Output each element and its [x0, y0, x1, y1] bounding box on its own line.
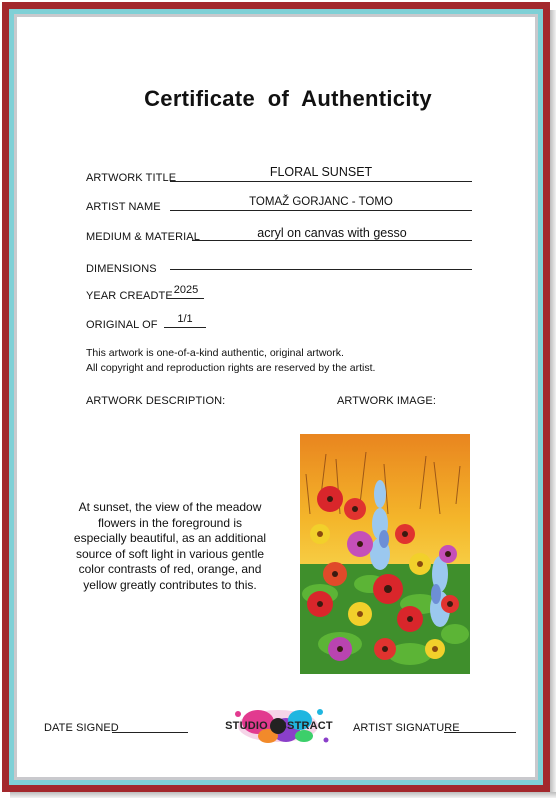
dimensions-label: DIMENSIONS — [86, 263, 157, 275]
artwork-image — [300, 434, 470, 674]
authenticity-notice — [86, 346, 416, 376]
year-line — [168, 298, 204, 299]
floral-painting-illustration — [300, 434, 470, 674]
year-value: 2025 — [173, 284, 199, 296]
artwork-title-line — [170, 181, 472, 182]
artwork-description-text: At sunset, the view of the meadow flowers in the foreground is especially beautiful, as an additional source of soft light in various gentle color contrasts of red, orange, and yellow greatly contributes to this. — [73, 500, 267, 592]
artist-name-value: TOMAŽ GORJANC - TOMO — [249, 196, 393, 208]
logo-text: STUDIO ABSTRACT — [225, 720, 333, 732]
artwork-title-value: FLORAL SUNSET — [269, 165, 373, 179]
frame-shadow-right — [550, 10, 556, 796]
dimensions-line — [170, 269, 472, 270]
frame-shadow-bottom — [10, 792, 556, 798]
artist-signature-line — [444, 732, 516, 733]
original-of-label: ORIGINAL OF — [86, 319, 158, 331]
certificate-title: Certificate of Authenticity — [144, 86, 432, 111]
artist-name-line — [170, 210, 472, 211]
artwork-title-label: ARTWORK TITLE — [86, 172, 177, 184]
artwork-image-label: ARTWORK IMAGE: — [337, 395, 436, 407]
original-of-value: 1/1 — [177, 313, 193, 325]
artist-name-label: ARTIST NAME — [86, 201, 161, 213]
original-of-line — [164, 327, 206, 328]
studio-abstract-logo — [208, 702, 350, 752]
date-signed-label: DATE SIGNED — [44, 722, 119, 734]
date-signed-line — [112, 732, 188, 733]
medium-label: MEDIUM & MATERIAL — [86, 231, 200, 243]
artwork-description-label: ARTWORK DESCRIPTION: — [86, 395, 226, 407]
artist-signature-label: ARTIST SIGNATURE — [353, 722, 460, 734]
year-label: YEAR CREADTE — [86, 290, 173, 302]
notice-line-1: This artwork is one-of-a-kind authentic, original artwork. — [86, 347, 344, 359]
medium-line — [192, 240, 472, 241]
notice-line-2: All copyright and reproduction rights are reserved by the artist. — [86, 362, 376, 374]
medium-value: acryl on canvas with gesso — [257, 226, 407, 240]
